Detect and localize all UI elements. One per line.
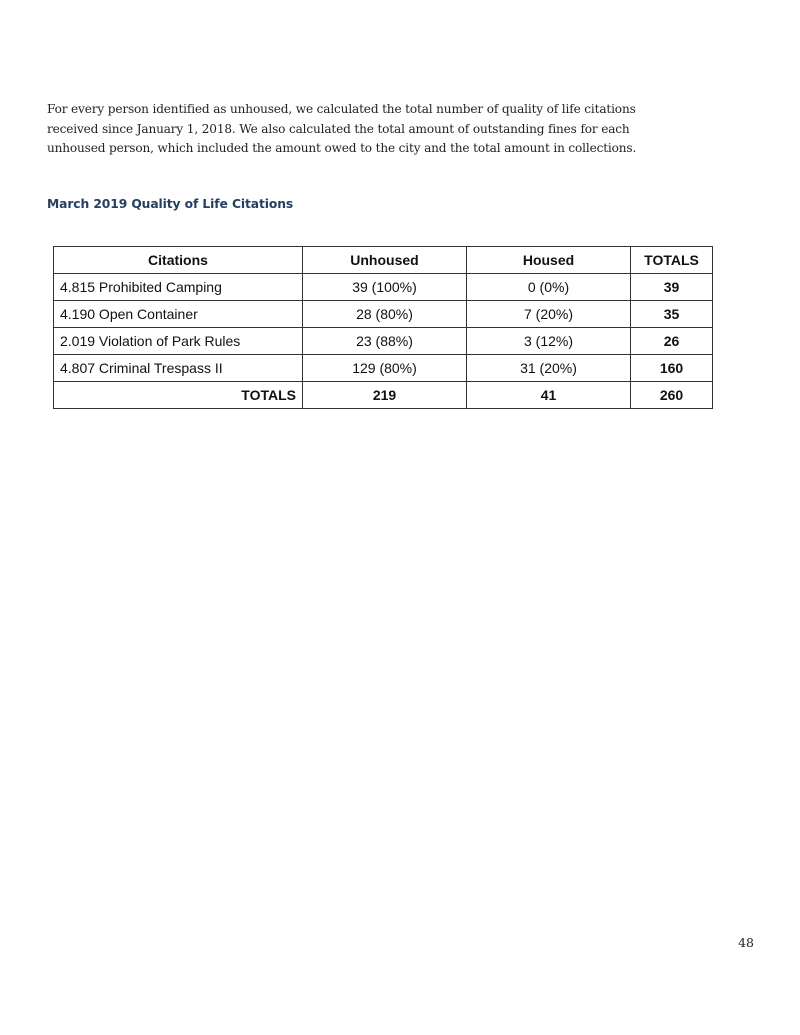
totals-grand: 260 xyxy=(631,382,713,409)
table-row xyxy=(54,301,713,328)
unhoused-count: 28 (80%) xyxy=(303,301,467,328)
section-title: March 2019 Quality of Life Citations xyxy=(47,197,294,211)
unhoused-count: 129 (80%) xyxy=(303,355,467,382)
row-total: 26 xyxy=(631,328,713,355)
citation-name: 4.815 Prohibited Camping xyxy=(54,274,303,301)
header-citations: Citations xyxy=(54,247,303,274)
header-housed: Housed xyxy=(467,247,631,274)
paragraph-line: unhoused person, which included the amount owed to the city and the total amount in collections. xyxy=(47,141,637,155)
table-row xyxy=(54,355,713,382)
header-unhoused: Unhoused xyxy=(303,247,467,274)
citation-name: 2.019 Violation of Park Rules xyxy=(54,328,303,355)
table-header-row xyxy=(54,247,713,274)
housed-count: 3 (12%) xyxy=(467,328,631,355)
unhoused-count: 39 (100%) xyxy=(303,274,467,301)
table-totals-row xyxy=(54,382,713,409)
unhoused-count: 23 (88%) xyxy=(303,328,467,355)
housed-count: 0 (0%) xyxy=(467,274,631,301)
table-row xyxy=(54,328,713,355)
housed-count: 7 (20%) xyxy=(467,301,631,328)
table-row xyxy=(54,274,713,301)
paragraph-line: received since January 1, 2018. We also calculated the total amount of outstanding fines for each xyxy=(47,121,630,136)
totals-label: TOTALS xyxy=(54,382,303,409)
row-total: 35 xyxy=(631,301,713,328)
housed-count: 31 (20%) xyxy=(467,355,631,382)
paragraph-line: For every person identified as unhoused, we calculated the total number of quality of life citations xyxy=(47,102,636,116)
header-totals: TOTALS xyxy=(631,247,713,274)
row-total: 39 xyxy=(631,274,713,301)
page-number: 48 xyxy=(738,935,754,950)
totals-unhoused: 219 xyxy=(303,382,467,409)
totals-housed: 41 xyxy=(467,382,631,409)
citation-name: 4.190 Open Container xyxy=(54,301,303,328)
citation-name: 4.807 Criminal Trespass II xyxy=(54,355,303,382)
citations-table xyxy=(53,246,713,409)
row-total: 160 xyxy=(631,355,713,382)
body-paragraph xyxy=(47,100,687,159)
